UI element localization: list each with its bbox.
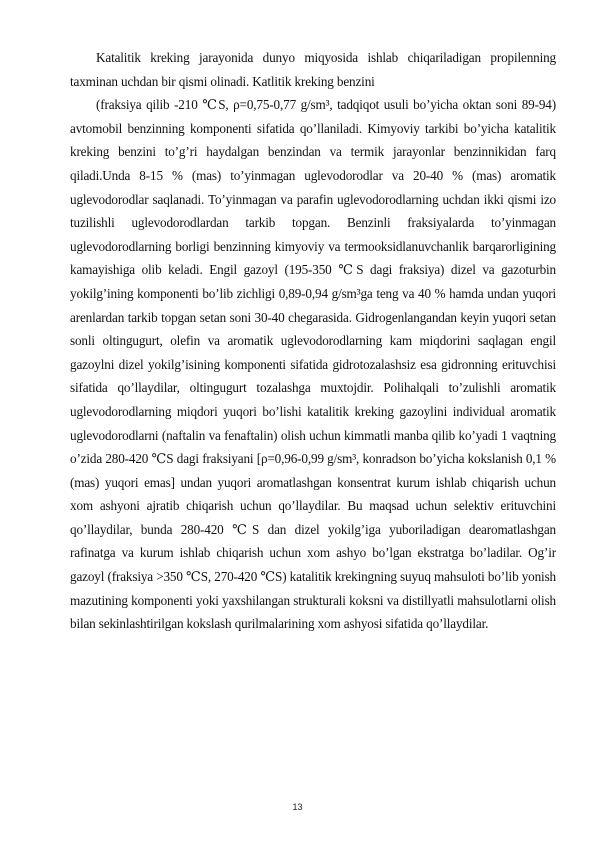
paragraph-intro: Katalitik kreking jarayonida dunyo miqyosida ishlab chiqariladigan propilenning taxminan uchdan bir qismi olinadi. Katlitik kreking benzini [70, 50, 556, 89]
paragraph-main: (fraksiya qilib -210 ℃S, ρ=0,75-0,77 g/sm³, tadqiqot usuli bo’yicha oktan soni 89-94) avtomobil benzinning komponenti sifatida qo’llaniladi. Kimyoviy tarkibi bo’yicha katalitik kreking benzini to’g’ri haydalgan benzindan va termik jarayonlar benzinnikidan farq qiladi.Unda 8-15 % (mas) to’yinmagan uglevodorodlar va 20-40 % (mas) aromatik uglevodorodlar saqlanadi. To’yinmagan va parafin uglevodorodlarning uchdan ikki qismi izo tuzilishli uglevodorodlardan tarkib topgan. Benzinli fraksiyalarda to’yinmagan uglevodorodlarning borligi benzinning kimyoviy va termooksidlanuvchanlik barqarorligining kamayishiga olib keladi. Engil gazoyl (195-350 ℃S dagi fraksiya) dizel va gazoturbin yokilg’ining komponenti bo’lib zichligi 0,89-0,94 g/sm³ga teng va 40 % hamda undan yuqori arenlardan tarkib topgan setan soni 30-40 chegarasida. Gidrogenlangandan keyin yuqori setan sonli oltingugurt, olefin va aromatik uglevodorodlarning kam miqdorini saqlagan engil gazoylni dizel yokilg’isining komponenti sifatida gidrotozalashsiz esa gidronning erituvchisi sifatida qo’llaydilar, oltingugurt tozalashga muxtojdir. Polihalqali to’zulishli aromatik uglevodorodlarning miqdori yuqori bo’lishi katalitik kreking gazoylini individual aromatik uglevodorodlarni (naftalin va fenaftalin) olish uchun kimmatli manba qilib ko’yadi 1 vaqtning o’zida 280-420 ℃S dagi fraksiyani [ρ=0,96-0,99 g/sm³, konradson bo’yicha kokslanish 0,1 % (mas) yuqori emas] undan yuqori aromatlashgan konsentrat kurum ishlab chiqarish uchun xom ashyoni ajratib chiqarish uchun qo’llaydilar. Bu maqsad uchun selektiv erituvchini qo’llaydilar, bunda 280-420 ℃S dan dizel yokilg’iga yuboriladigan dearomatlashgan rafinatga va kurum ishlab chiqarish uchun xom ashyo bo’lgan ekstratga bo’ladilar. Og’ir gazoyl (fraksiya >350 ℃S, 270-420 ℃S) katalitik krekingning suyuq mahsuloti bo’lib yonish mazutining komponenti yoki yaxshilangan strukturali koksni va distillyatli mahsulotlarni olish bilan sekinlashtirilgan kokslash qurilmalarining xom ashyosi sifatida qo’llaydilar. [70, 97, 556, 632]
body-text [70, 46, 556, 636]
page-number: 13 [292, 802, 303, 812]
